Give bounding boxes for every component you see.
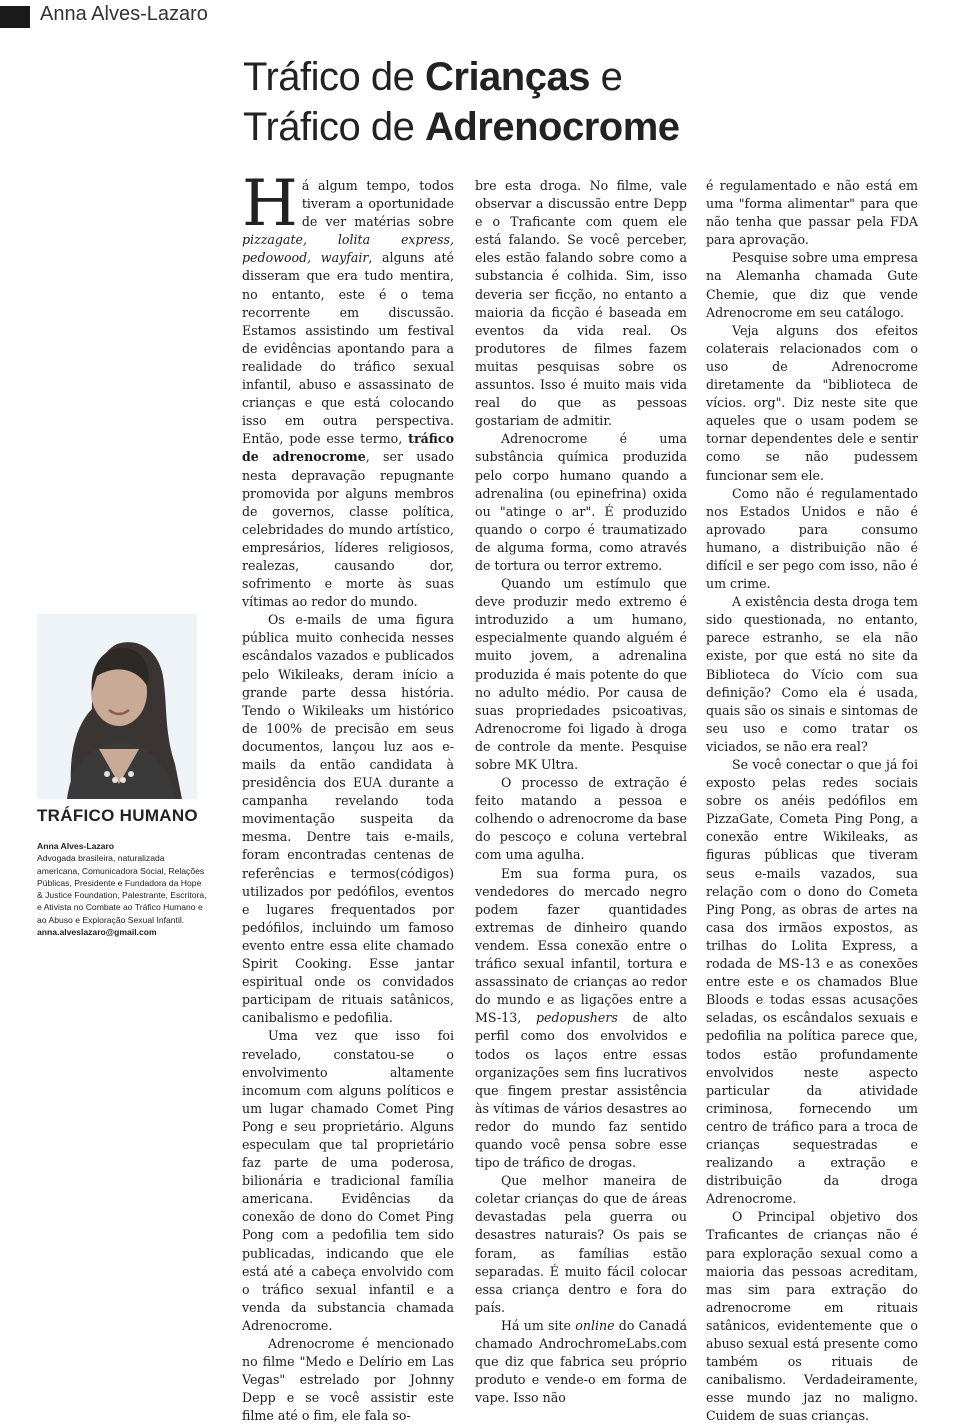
- article-paragraph: Há algum tempo, todos tiveram a oportunidade de ver matérias sobre pizzagate, lolita express, pedowood, wayfair, alguns até disseram que era tudo mentira, no entanto, este é o tema recorrente em discussão. Estamos assistindo um festival de evidências apontando para a realidade do tráfico sexual infantil, abuso e assassinato de crianças e que está colocando isso em outra perspectiva. Então, pode esse termo, tráfico de adrenocrome, ser usado nesta depravação repugnante promovida por alguns membros de governos, classe política, celebridades do mundo artístico, empresários, líderes religiosos, realezas, causando dor, sofrimento e morte às suas vítimas ao redor do mundo.: [242, 167, 454, 610]
- section-title: TRÁFICO HUMANO: [37, 806, 198, 825]
- title-line-2: Tráfico de Adrenocrome: [243, 105, 680, 149]
- author-portrait-icon: [37, 614, 197, 799]
- author-photo: [37, 614, 197, 799]
- article-paragraph: Quando um estímulo que deve produzir medo extremo é introduzido a um humano, especialmente quando alguém é muito jovem, a adrenalina produzida é mais potente do que no adulto médio. Por causa de suas propriedades psicoativas, Adrenocrome foi ligado à droga de controle da mente. Pesquise sobre MK Ultra.: [475, 576, 687, 772]
- article-paragraph: Que melhor maneira de coletar crianças do que de áreas devastadas pela guerra ou desastres naturais? Os pais se foram, as famílias estão separadas. É muito fácil colocar essa criança dentro e fora do país.: [475, 1173, 687, 1315]
- article-paragraph: Como não é regulamentado nos Estados Unidos e não é aprovado para consumo humano, a distribuição não é difícil e ser pego com isso, não é um crime.: [706, 485, 918, 592]
- article-paragraph: Se você conectar o que já foi exposto pelas redes sociais sobre os anéis pedófilos em PizzaGate, Cometa Ping Pong, a conexão entre Wikileaks, as figuras públicas que tiveram seus e-mails vazados, sua relação com o dono do Cometa Ping Pong, as obras de artes na casa dos irmãos expostos, as trilhas do Lolita Express, a rodada de MS-13 e as conexões entre este e os chamados Blue Bloods e todas essas acusações seladas, os escândalos sexuais e pedofilia na política parece que, todos estão profundamente envolvidos neste aspecto particular da atividade criminosa, fornecendo um centro de tráfico para a troca de crianças sequestradas e realizando a extração e distribuição da droga Adrenocrome.: [706, 757, 918, 1207]
- drop-cap: H: [242, 167, 298, 241]
- article-paragraph: Adrenocrome é uma substância química produzida pelo corpo humano quando a adrenalina (ou epinefrina) oxida ou "atinge o ar". É produzido quando o corpo é traumatizado de alguma forma, como através de tortura ou terror extremo.: [475, 431, 687, 573]
- bio-email: anna.alveslazaro@gmail.com: [37, 927, 157, 938]
- article-paragraph: Veja alguns dos efeitos colaterais relacionados com o uso de Adrenocrome diretamente da "biblioteca de vícios. org". Diz neste site que aqueles que o usam podem se tornar dependentes dele e sentir como se não pudessem funcionar sem ele.: [706, 322, 918, 483]
- article-column-2: [475, 177, 687, 1407]
- title-bold-adrenocrome: Adrenocrome: [424, 105, 680, 149]
- article-paragraph: bre esta droga. No filme, vale observar a discussão entre Depp e o Traficante com quem ele está falando. Se você perceber, eles estão falando sobre como a substancia é colhida. Sim, isso deveria ser ficção, no entanto a maioria da ficção é baseada em eventos da vida real. Os produtores de filmes fazem muitas pesquisas sobre os assuntos. Isso é muito mais vida real do que as pessoas gostariam de admitir.: [475, 178, 687, 429]
- header-marker: [0, 6, 30, 28]
- article-paragraph: Há um site online do Canadá chamado AndrochromeLabs.com que diz que fabrica seu próprio produto e vende-o em forma de vape. Isso não: [475, 1317, 688, 1406]
- title-bold-criancas: Crianças: [424, 55, 590, 99]
- highlight-term: tráfico de adrenocrome: [242, 431, 454, 465]
- bio-text: Advogada brasileira, naturalizada americana, Comunicadora Social, Relações Públicas, Presidente e Fundadora da Hope & Justice Foundation, Palestrante, Escritora, e Ativista no Combate ao Tráfico Humano e ao Abuso e Exploração Sexual Infantil.: [37, 853, 207, 925]
- article-paragraph: Adrenocrome é mencionado no filme "Medo e Delírio em Las Vegas" estrelado por Johnny Depp e se você assistir este filme até o fim, ele fala so-: [242, 1336, 454, 1424]
- article-title: [243, 52, 943, 152]
- title-line-1: Tráfico de Crianças e: [243, 55, 623, 99]
- article-column-3: [706, 177, 918, 1425]
- article-paragraph: O Principal objetivo dos Traficantes de crianças não é para exploração sexual como a maioria das pessoas acreditam, mas sim para extração do adrenocrome em rituais satânicos, evidentemente que o abuso sexual está presente como também os rituais de canibalismo. Verdadeiramente, esse mundo jaz no maligno. Cuidem de suas crianças.: [706, 1209, 918, 1424]
- article-paragraph: O processo de extração é feito matando a pessoa e colhendo o adrenocrome da base do pescoço e coluna vertebral com uma agulha.: [475, 775, 687, 863]
- article-paragraph: Uma vez que isso foi revelado, constatou-se o envolvimento altamente incomum com alguns políticos e um lugar chamado Comet Ping Pong e seu proprietário. Alguns especulam que tal proprietário faz parte de uma poderosa, bilionária e tradicional família americana. Evidências da conexão de dono do Comet Ping Pong com a pedofilia tem sido publicadas, indicando que ele está até a cabeça envolvido com o tráfico sexual infantil e a venda da substancia chamada Adrenocrome.: [242, 1028, 454, 1333]
- bio-name: Anna Alves-Lazaro: [37, 841, 115, 851]
- article-column-1: [242, 167, 454, 1425]
- article-paragraph: A existência desta droga tem sido questionada, no entanto, parece estranho, se ela não existe, por que está no site da Biblioteca do Vício com sua definição? Como ela é usada, quais são os sinais e sintomas de seu uso e como tratar os viciados, se não era real?: [706, 594, 918, 754]
- article-paragraph: Pesquise sobre uma empresa na Alemanha chamada Gute Chemie, que diz que vende Adrenocrome em seu catálogo.: [706, 250, 918, 320]
- article-paragraph: Os e-mails de uma figura pública muito conhecida nesses escândalos vazados e publicados pelo Wikileaks, deram início a grande parte dessa história. Tendo o Wikileaks um histórico de 100% de precisão em seus documentos, lançou luz aos e-mails da então candidata à presidência dos EUA durante a campanha revelando toda movimentação suspeita da mesma. Dentre tais e-mails, foram encontradas centenas de referências e termos(códigos) utilizados por pedófilos, eventos e lugares frequentados por pedófilos, incluindo um famoso evento entre essa elite chamado Spirit Cooking. Esse jantar espiritual onde os convidados participam de rituais satânicos, canibalismo e pedofilia.: [242, 612, 454, 1026]
- header-author-name: Anna Alves-Lazaro: [40, 3, 208, 25]
- page-header: [0, 0, 956, 36]
- author-bio: [37, 840, 207, 938]
- article-paragraph: Em sua forma pura, os vendedores do mercado negro podem fazer quantidades extremas de dinheiro quando vendem. Essa conexão entre o tráfico sexual infantil, tortura e assassinato de crianças ao redor do mundo e as ligações entre a MS-13, pedopushers de alto perfil como dos envolvidos e todos os laços entre essas organizações sem fins lucrativos que fingem prestar assistência às vítimas de vários desastres ao redor do mundo faz sentido quando você pensa sobre esse tipo de tráfico de drogas.: [475, 865, 687, 1171]
- article-paragraph: é regulamentado e não está em uma "forma alimentar" para que não tenha que passar pela FDA para aprovação.: [706, 178, 918, 248]
